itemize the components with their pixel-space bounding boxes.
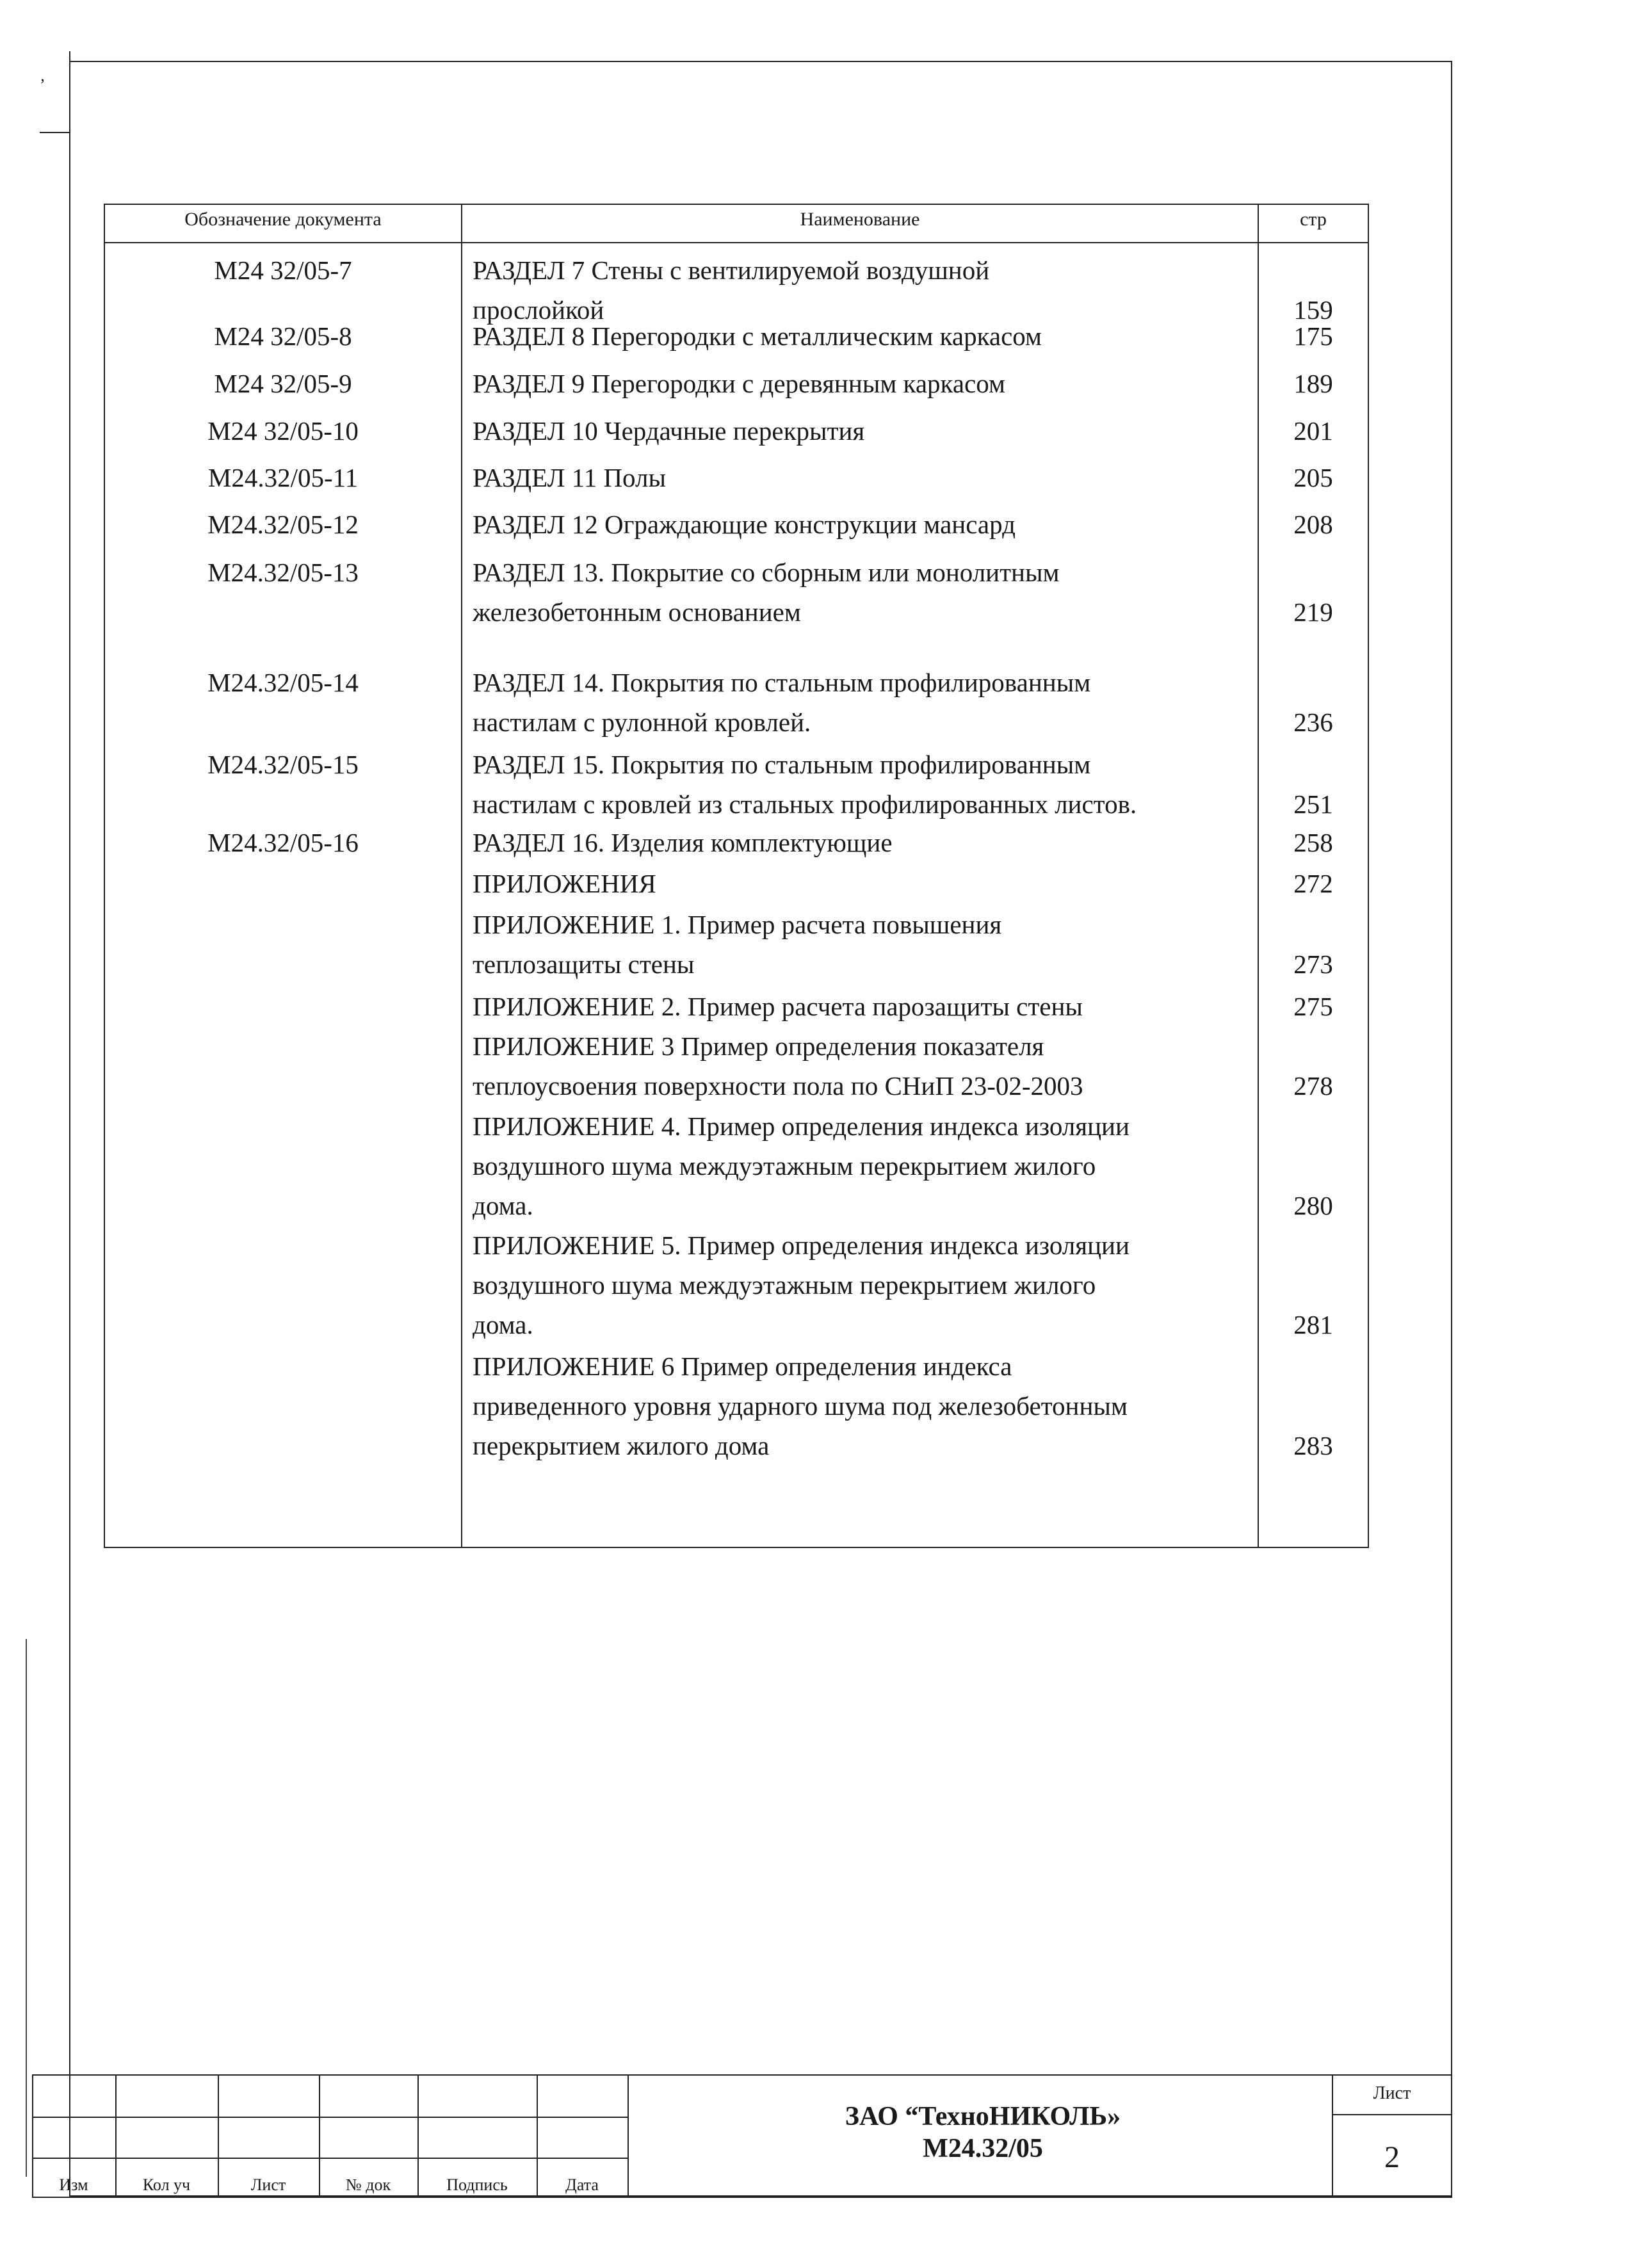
- tb-label-signature: Подпись: [446, 2175, 508, 2194]
- toc-row-page: 283: [1293, 1431, 1333, 1460]
- binding-corner-horizontal: [40, 132, 70, 133]
- toc-row-title-line: ПРИЛОЖЕНИЕ 5. Пример определения индекса изоляции: [473, 1231, 1130, 1260]
- toc-row-title-line: железобетонным основанием: [473, 597, 801, 627]
- toc-row-title-line: воздушного шума междуэтажным перекрытием жилого: [473, 1151, 1096, 1181]
- toc-row-page: 219: [1293, 597, 1333, 627]
- toc-row-code: М24 32/05-10: [207, 416, 359, 446]
- corner-mark: ’: [40, 76, 45, 94]
- toc-row-title-line: воздушного шума междуэтажным перекрытием жилого: [473, 1270, 1096, 1300]
- toc-row-code: М24.32/05-13: [207, 558, 359, 587]
- header-divider: [105, 242, 1368, 243]
- toc-row-page: 258: [1293, 828, 1333, 857]
- tb-bottom: [32, 2197, 1452, 2198]
- toc-row-code: М24.32/05-12: [207, 510, 359, 539]
- toc-row-title-line: теплозащиты стены: [473, 949, 695, 979]
- toc-row-title-line: дома.: [473, 1191, 533, 1220]
- tb-row-divider: [32, 2117, 628, 2118]
- toc-row-page: 236: [1293, 707, 1333, 737]
- header-code: Обозначение документа: [184, 209, 382, 230]
- header-page: стр: [1300, 209, 1327, 230]
- toc-row-page: 272: [1293, 869, 1333, 898]
- column-divider: [461, 205, 462, 1547]
- toc-row-page: 175: [1293, 321, 1333, 351]
- tb-label-change: Изм: [59, 2175, 88, 2194]
- toc-row-page: 205: [1293, 463, 1333, 492]
- toc-row-title-line: ПРИЛОЖЕНИЕ 6 Пример определения индекса: [473, 1352, 1012, 1381]
- sheet-number: 2: [1384, 2140, 1400, 2174]
- company-name: ЗАО “ТехноНИКОЛЬ»: [845, 2102, 1121, 2131]
- toc-row-page: 189: [1293, 369, 1333, 398]
- binding-corner-vertical: [69, 51, 70, 133]
- toc-row-page: 278: [1293, 1071, 1333, 1101]
- toc-row-page: 273: [1293, 949, 1333, 979]
- toc-row-code: М24.32/05-16: [207, 828, 359, 857]
- toc-row-page: 251: [1293, 789, 1333, 819]
- toc-row-page: 280: [1293, 1191, 1333, 1220]
- company-block: [634, 2101, 1332, 2165]
- toc-row-title-line: настилам с рулонной кровлей.: [473, 707, 811, 737]
- toc-row-title-line: РАЗДЕЛ 14. Покрытия по стальным профилированным: [473, 668, 1091, 697]
- toc-row-title-line: РАЗДЕЛ 10 Чердачные перекрытия: [473, 416, 865, 446]
- toc-row-title-line: РАЗДЕЛ 16. Изделия комплектующие: [473, 828, 893, 857]
- toc-row-title-line: РАЗДЕЛ 11 Полы: [473, 463, 667, 492]
- toc-row-title-line: теплоусвоения поверхности пола по СНиП 23-02-2003: [473, 1071, 1083, 1101]
- toc-row-code: М24 32/05-8: [214, 321, 352, 351]
- document-code: М24.32/05: [923, 2133, 1043, 2163]
- title-block: [32, 2074, 1452, 2197]
- toc-row-title-line: прослойкой: [473, 295, 604, 325]
- header-name: Наименование: [800, 209, 920, 230]
- toc-row-title-line: РАЗДЕЛ 7 Стены с вентилируемой воздушной: [473, 255, 990, 285]
- toc-row-code: М24.32/05-15: [207, 750, 359, 779]
- toc-row-title-line: РАЗДЕЛ 8 Перегородки с металлическим каркасом: [473, 321, 1042, 351]
- toc-row-title-line: перекрытием жилого дома: [473, 1431, 770, 1460]
- toc-row-title-line: ПРИЛОЖЕНИЕ 3 Пример определения показателя: [473, 1031, 1044, 1061]
- toc-row-code: М24.32/05-14: [207, 668, 359, 697]
- toc-row-title-line: ПРИЛОЖЕНИЕ 2. Пример расчета парозащиты стены: [473, 992, 1083, 1021]
- toc-row-title-line: РАЗДЕЛ 12 Ограждающие конструкции мансард: [473, 510, 1016, 539]
- binding-margin-line: [26, 1639, 27, 2177]
- toc-row-title-line: ПРИЛОЖЕНИЕ 1. Пример расчета повышения: [473, 910, 1002, 939]
- toc-row-page: 159: [1293, 295, 1333, 325]
- tb-label-date: Дата: [565, 2175, 599, 2194]
- toc-row-page: 201: [1293, 416, 1333, 446]
- contents-table: [104, 204, 1369, 1548]
- sheet-label: Лист: [1373, 2083, 1411, 2103]
- tb-label-docnum: № док: [345, 2175, 391, 2194]
- toc-row-title-line: приведенного уровня ударного шума под железобетонным: [473, 1391, 1128, 1421]
- tb-divider: [628, 2076, 629, 2197]
- tb-sheet-divider: [1332, 2114, 1452, 2115]
- toc-row-page: 275: [1293, 992, 1333, 1021]
- tb-label-sheet: Лист: [250, 2175, 286, 2194]
- tb-label-count: Кол уч: [142, 2175, 191, 2194]
- toc-row-code: М24 32/05-9: [214, 369, 352, 398]
- toc-row-title-line: РАЗДЕЛ 13. Покрытие со сборным или монолитным: [473, 558, 1060, 587]
- toc-row-title-line: ПРИЛОЖЕНИЕ 4. Пример определения индекса изоляции: [473, 1111, 1130, 1141]
- toc-row-title-line: РАЗДЕЛ 15. Покрытия по стальным профилированным: [473, 750, 1091, 779]
- toc-row-title-line: ПРИЛОЖЕНИЯ: [473, 869, 656, 898]
- toc-row-code: М24 32/05-7: [214, 255, 352, 285]
- toc-row-code: М24.32/05-11: [207, 463, 359, 492]
- toc-row-title-line: РАЗДЕЛ 9 Перегородки с деревянным каркасом: [473, 369, 1005, 398]
- toc-row-page: 281: [1293, 1310, 1333, 1339]
- toc-row-title-line: настилам с кровлей из стальных профилированных листов.: [473, 789, 1137, 819]
- tb-row-divider: [32, 2158, 628, 2159]
- toc-row-title-line: дома.: [473, 1310, 533, 1339]
- toc-row-page: 208: [1293, 510, 1333, 539]
